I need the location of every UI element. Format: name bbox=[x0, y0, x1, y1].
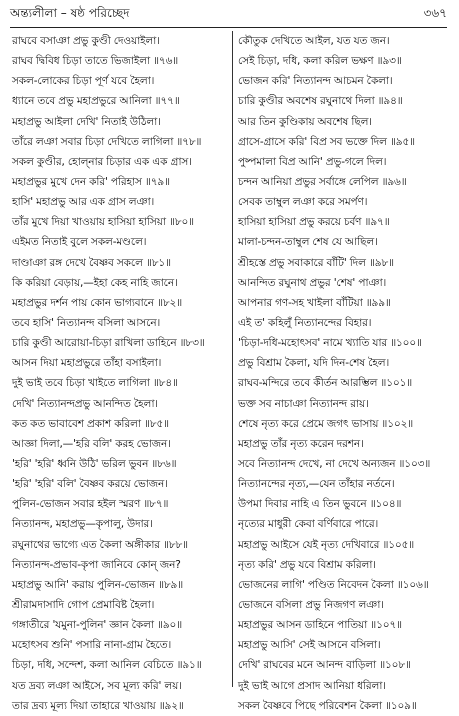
verse-line: শ্রীহস্তে প্রভু সবাকারে বাঁটি' দিল ॥৯৮॥ bbox=[238, 256, 394, 269]
verse-line: মহাপ্রভু তাঁর নৃত্য করেন দরশন। bbox=[238, 437, 364, 450]
verse-line: প্রভু বিশ্রাম কৈলা, যদি দিন-শেষ হৈল। bbox=[238, 357, 390, 370]
verse-line: আজ্ঞা দিলা,—'হরি বলি' করহ ভোজন। bbox=[12, 437, 171, 450]
verse-line: কি করিয়া বেড়ায়,—ইহা কেহ নাহি জানে। bbox=[12, 276, 178, 289]
verse-line: দুই ভাই তবে চিড়া খাইতে লাগিলা ॥৮৪॥ bbox=[12, 377, 178, 390]
verse-line: মহাপ্রভু আসি' সেই আসনে বসিলা। bbox=[238, 639, 381, 652]
verse-line: শ্রীরামদাসাদি গোপ প্রেমাবিষ্ট হৈলা। bbox=[12, 598, 155, 611]
verse-line: নিত্যানন্দ-প্রভাব-কৃপা জানিবে কোন্ জন? bbox=[12, 558, 181, 571]
verse-line: তাঁর মুখে দিয়া খাওয়ায় হাসিয়া হাসিয়া ॥৮০॥ bbox=[12, 216, 194, 229]
verse-line: মালা-চন্দন-তাম্বুল শেষ যে আছিল। bbox=[238, 236, 378, 249]
verse-line: ভোজন করি' নিত্যানন্দ আচমন কৈলা। bbox=[238, 75, 393, 88]
verse-line: দাণ্ডাঞা রঙ্গ দেখে বৈষ্ণব সকলে ॥৮১॥ bbox=[12, 256, 171, 269]
verse-line: চারি কুণ্ডীর অবশেষ রঘুনাথে দিলা ॥৯৪॥ bbox=[238, 95, 403, 108]
verse-line: শেষে নৃত্য করে প্রেমে জগৎ ভাসায় ॥১০২॥ bbox=[238, 417, 414, 430]
verse-line: রাঘবে বসাঞা প্রভু কুণ্ডী দেওয়াইলা। bbox=[12, 35, 160, 47]
verse-line: আর তিন কুণ্ডিকায় অবশেষ ছিল। bbox=[238, 115, 372, 128]
verse-line: সকল-লোকের চিড়া পূর্ণ যবে হৈলা। bbox=[12, 75, 155, 88]
verse-line: মহাপ্রভু আইলা দেখি' নিতাই উঠিলা। bbox=[12, 115, 161, 128]
verse-line: নিত্যানন্দ, মহাপ্রভু—কৃপালু, উদার। bbox=[12, 518, 153, 531]
verse-line: দেখি' রাঘবের মনে আনন্দ বাড়িলা ॥১০৮॥ bbox=[238, 659, 411, 672]
right-verse-column bbox=[238, 31, 452, 712]
verse-line: 'হরি' 'হরি' ধ্বনি উঠি' ভরিল ভুবন ॥৮৬॥ bbox=[12, 457, 177, 470]
verse-line: ধ্যানে তবে প্রভু মহাপ্রভুরে আনিলা ॥৭৭॥ bbox=[12, 95, 180, 108]
verse-line: সেবক তাম্বুল লঞা করে সমর্পণ। bbox=[238, 196, 368, 209]
verse-line: মহোৎসব শুনি' পসারি নানা-গ্রাম হৈতে। bbox=[12, 639, 172, 652]
page-number: ৩৬৭ bbox=[423, 6, 447, 20]
verse-line: সকল কুণ্ডীর, হোল্নার চিড়ার এক এক গ্রাস। bbox=[12, 155, 192, 168]
verse-line: 'হরি' 'হরি' বলি' বৈষ্ণব করয়ে ভোজন। bbox=[12, 478, 168, 491]
page-header bbox=[10, 4, 447, 26]
verse-line: আপনার গণ-সহ খাইলা বাঁটিয়া ॥৯৯॥ bbox=[238, 296, 391, 309]
verse-line: দুই ভাই আগে প্রসাদ আনিয়া ধরিলা। bbox=[238, 679, 386, 692]
verse-line: কত কত ভাবাবেশ প্রকাশ করিলা ॥৮৫॥ bbox=[12, 417, 169, 430]
running-title: অন্ত্যলীলা – ষষ্ঠ পরিচ্ছেদ bbox=[10, 6, 130, 20]
header-rule bbox=[10, 27, 447, 28]
verse-line: রাঘব দ্বিবিধ চিড়া তাতে ভিজাইলা ॥৭৬॥ bbox=[12, 55, 179, 68]
verse-line: মহাপ্রভু আনি' করায় পুলিন-ভোজন ॥৮৯॥ bbox=[12, 578, 184, 591]
verse-line: ভোজনে বসিলা প্রভু নিজগণ লঞা। bbox=[238, 598, 384, 611]
verse-line: চারি কুণ্ডী আরোয়া-চিড়া রাখিলা ডাহিনে ॥৮৩॥ bbox=[12, 337, 205, 350]
verse-line: মহাপ্রভু আইসে যেই নৃত্য দেখিবারে ॥১০৫॥ bbox=[238, 538, 415, 551]
verse-line: নৃত্যের মাধুরী কেবা বর্ণিবারে পারে। bbox=[238, 518, 379, 531]
verse-line: রঘুনাথের ভাগ্যে এত কৈলা অঙ্গীকার ॥৮৮॥ bbox=[12, 538, 188, 551]
verse-line: নৃত্য করি' প্রভু যবে বিশ্রাম করিলা। bbox=[238, 558, 376, 571]
verse-line: তাঁরে লঞা সবার চিড়া দেখিতে লাগিলা ॥৭৮॥ bbox=[12, 135, 202, 148]
verse-line: সবে নিত্যানন্দ দেখে, না দেখে অন্যজন ॥১০৩॥ bbox=[238, 457, 431, 470]
verse-line: 'চিড়া-দধি-মহোৎসব' নামে খ্যাতি যার ॥১০০॥ bbox=[238, 337, 422, 350]
verse-line: মহাপ্রভুর আসন ডাহিনে পাতিয়া ॥১০৭॥ bbox=[238, 619, 402, 632]
verse-line: সকল বৈষ্ণবে পিছে পরিবেশন কৈলা ॥১০৯॥ bbox=[238, 699, 417, 712]
verse-line: নিত্যানন্দের নৃত্য,—যেন তাঁহার নর্তনে। bbox=[238, 478, 395, 491]
verse-line: আনন্দিত রঘুনাথ প্রভুর 'শেষ' পাঞা। bbox=[238, 276, 387, 289]
verse-line: সেই চিড়া, দধি, কলা করিল ভক্ষণ ॥৯৩॥ bbox=[238, 55, 402, 68]
left-verse-column bbox=[12, 31, 226, 712]
verse-line: গ্রাসে-গ্রাসে করি' বিপ্র সব ভক্তে দিল ॥৯৫॥ bbox=[238, 135, 415, 148]
verse-line: আসন দিয়া মহাপ্রভুরে তাঁহা বসাইলা। bbox=[12, 357, 162, 370]
verse-line: তার দ্রব্য মূল্য দিয়া তাহারে খাওয়ায় ॥৯২॥ bbox=[12, 699, 184, 712]
verse-line: চিড়া, দধি, সন্দেশ, কলা আনিল বেচিতে ॥৯১॥ bbox=[12, 659, 202, 672]
verse-line: পুষ্পমালা বিপ্র আনি' প্রভু-গলে দিল। bbox=[238, 155, 387, 168]
verse-line: ভক্ত সব নাচাঞা নিত্যানন্দ রায়। bbox=[238, 397, 369, 410]
verse-line: এই ত' কহিলুঁ নিত্যানন্দের বিহার। bbox=[238, 316, 372, 329]
verse-line: পুলিন-ভোজন সবার হইল স্মরণ ॥৮৭॥ bbox=[12, 498, 169, 511]
verse-line: হাসি' মহাপ্রভু আর এক গ্রাস লঞা। bbox=[12, 196, 155, 209]
verse-line: কৌতুক দেখিতে আইল, যত যত জন। bbox=[238, 35, 390, 47]
verse-line: মহাপ্রভুর দর্শন পায় কোন ভাগ্যবানে ॥৮২॥ bbox=[12, 296, 183, 309]
verse-line: ভোজনের লাগি' পণ্ডিত নিবেদন কৈলা ॥১০৬॥ bbox=[238, 578, 429, 591]
verse-line: গঙ্গাতীরে 'যমুনা-পুলিন' জ্ঞান কৈলা ॥৯০॥ bbox=[12, 619, 182, 632]
verse-line: চন্দন আনিয়া প্রভুর সর্বাঙ্গে লেপিল ॥৯৬॥ bbox=[238, 175, 407, 188]
verse-line: তবে হাসি' নিত্যানন্দ বসিলা আসনে। bbox=[12, 316, 161, 329]
verse-line: মহাপ্রভুর মুখে দেন করি' পরিহাস ॥৭৯॥ bbox=[12, 175, 170, 188]
verse-line: হাসিয়া হাসিয়া প্রভু করয়ে চর্বণ ॥৯৭॥ bbox=[238, 216, 390, 229]
verse-line: যত দ্রব্য লঞা আইসে, সব মূল্য করি' লয়। bbox=[12, 679, 182, 692]
column-divider bbox=[232, 31, 233, 687]
verse-line: এইমত নিতাই বুলে সকল-মণ্ডলে। bbox=[12, 236, 147, 249]
verse-line: রাঘব-মন্দিরে তবে কীর্তন আরম্ভিল ॥১০১॥ bbox=[238, 377, 413, 390]
verse-line: উপমা দিবার নাহি এ তিন ভুবনে ॥১০৪॥ bbox=[238, 498, 402, 511]
verse-line: দেখি' নিত্যানন্দপ্রভু আনন্দিত হৈলা। bbox=[12, 397, 158, 410]
